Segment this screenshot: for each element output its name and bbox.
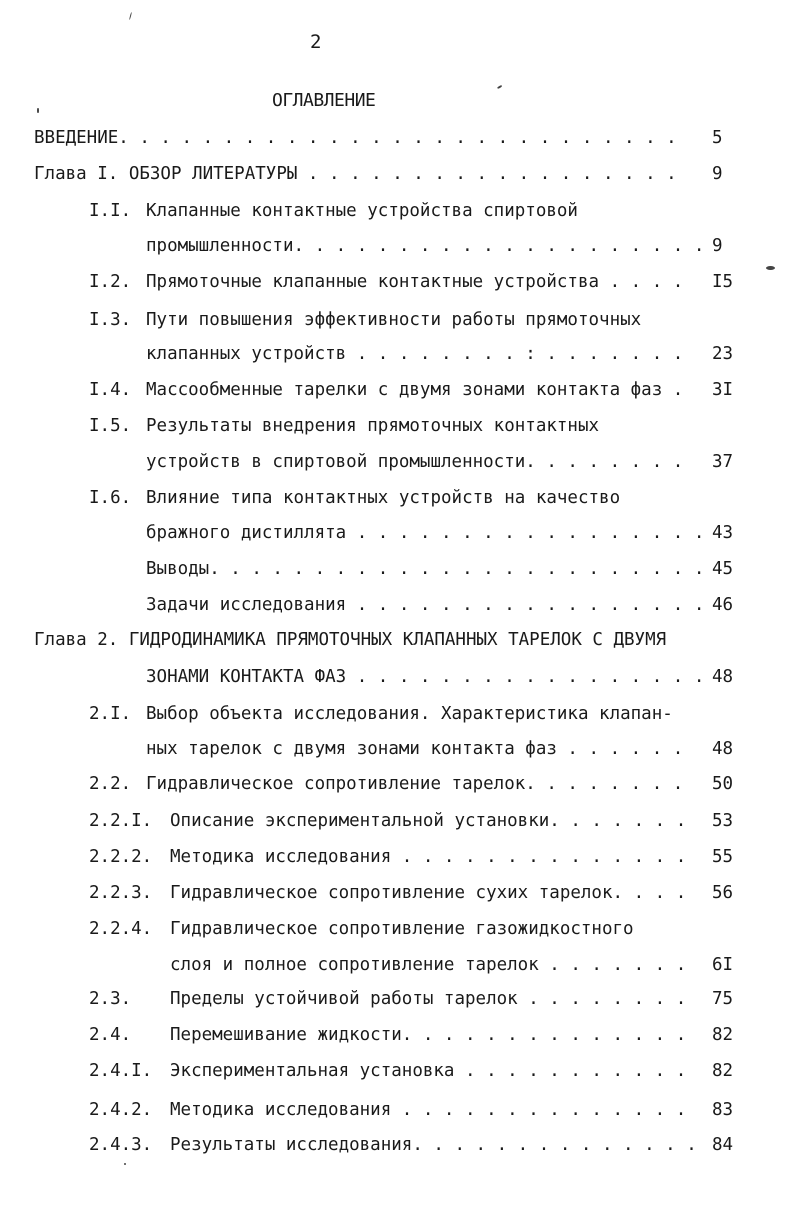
toc-page-number: 48 [712, 739, 734, 759]
toc-entry-text: Массообменные тарелки с двумя зонами контакта фаз . [146, 380, 684, 400]
toc-entry-text: Клапанные контактные устройства спиртовой [146, 201, 578, 221]
toc-entry-text: Выбор объекта исследования. Характеристика клапан- [146, 704, 673, 724]
toc-section-number: 2.2. [89, 774, 132, 794]
toc-section-number: I.2. [89, 272, 132, 292]
toc-entry-text: Перемешивание жидкости. . . . . . . . . . . . . . [170, 1025, 687, 1045]
toc-page-number: 83 [712, 1100, 734, 1120]
toc-page-number: 55 [712, 847, 734, 867]
toc-section-number: I.I. [89, 201, 132, 221]
toc-entry-text: Гидравлическое сопротивление газожидкостного [170, 919, 634, 939]
toc-page-number: 9 [712, 236, 723, 256]
toc-section-number: 2.4.3. [89, 1135, 153, 1155]
toc-section-number: 2.I. [89, 704, 132, 724]
toc-page-number: 84 [712, 1135, 734, 1155]
toc-entry-text: Выводы. . . . . . . . . . . . . . . . . . . . . . . . [146, 559, 705, 579]
toc-page-number: 50 [712, 774, 734, 794]
toc-entry-text: Глава 2. ГИДРОДИНАМИКА ПРЯМОТОЧНЫХ КЛАПАННЫХ ТАРЕЛОК С ДВУМЯ [34, 630, 667, 650]
toc-page-number: 23 [712, 344, 734, 364]
toc-section-number: 2.2.2. [89, 847, 153, 867]
scan-speck [497, 85, 502, 89]
toc-section-number: 2.2.3. [89, 883, 153, 903]
page-number: 2 [310, 31, 322, 53]
toc-entry-text-continued: ЗОНАМИ КОНТАКТА ФАЗ . . . . . . . . . . . . . . . . . [146, 667, 705, 687]
toc-page-number: 82 [712, 1025, 734, 1045]
toc-entry-text: Методика исследования . . . . . . . . . . . . . . [170, 1100, 687, 1120]
toc-section-number: 2.2.4. [89, 919, 153, 939]
toc-page-number: 48 [712, 667, 734, 687]
toc-page-number: 5 [712, 128, 723, 148]
toc-section-number: 2.4. [89, 1025, 132, 1045]
scan-speck [766, 266, 775, 270]
scan-speck [124, 1163, 126, 1165]
toc-section-number: 2.4.I. [89, 1061, 153, 1081]
toc-entry-text: Пределы устойчивой работы тарелок . . . . . . . . [170, 989, 687, 1009]
toc-entry-text: Результаты внедрения прямоточных контактных [146, 416, 600, 436]
toc-section-number: 2.4.2. [89, 1100, 153, 1120]
toc-section-number: I.4. [89, 380, 132, 400]
toc-entry-text: Влияние типа контактных устройств на качество [146, 488, 621, 508]
toc-entry-text-continued: слоя и полное сопротивление тарелок . . . . . . . [170, 955, 687, 975]
toc-page-number: 37 [712, 452, 734, 472]
toc-entry-text-continued: устройств в спиртовой промышленности. . . . . . . . [146, 452, 684, 472]
toc-entry-text: Задачи исследования . . . . . . . . . . . . . . . . . [146, 595, 705, 615]
scan-speck [37, 108, 39, 113]
toc-entry-text: Прямоточные клапанные контактные устройства . . . . [146, 272, 684, 292]
toc-page-number: 3I [712, 380, 734, 400]
toc-entry-text-continued: промышленности. . . . . . . . . . . . . . . . . . . . [146, 236, 705, 256]
toc-page-number: I5 [712, 272, 734, 292]
toc-entry-text: Гидравлическое сопротивление тарелок. . . . . . . . [146, 774, 684, 794]
toc-page-number: 46 [712, 595, 734, 615]
toc-entry-text: Результаты исследования. . . . . . . . . . . . . . [170, 1135, 697, 1155]
toc-entry-text: Гидравлическое сопротивление сухих тарелок. . . . [170, 883, 687, 903]
toc-title: ОГЛАВЛЕНИЕ [272, 90, 376, 111]
toc-entry-text: Глава I. ОБЗОР ЛИТЕРАТУРЫ . . . . . . . . . . . . . . . . . . [34, 164, 677, 184]
toc-section-number: I.5. [89, 416, 132, 436]
toc-entry-text: Описание экспериментальной установки. . . . . . . [170, 811, 687, 831]
toc-page-number: 45 [712, 559, 734, 579]
toc-page-number: 53 [712, 811, 734, 831]
toc-section-number: 2.2.I. [89, 811, 153, 831]
toc-entry-text-continued: бражного дистиллята . . . . . . . . . . . . . . . . . [146, 523, 705, 543]
toc-page-number: 43 [712, 523, 734, 543]
toc-entry-text-continued: ных тарелок с двумя зонами контакта фаз . . . . . . [146, 739, 684, 759]
scan-speck [129, 12, 132, 20]
toc-page-number: 56 [712, 883, 734, 903]
toc-entry-text: Экспериментальная установка . . . . . . . . . . . [170, 1061, 687, 1081]
toc-entry-text: Пути повышения эффективности работы прямоточных [146, 310, 642, 330]
toc-entry-text: Методика исследования . . . . . . . . . . . . . . [170, 847, 687, 867]
toc-page-number: 82 [712, 1061, 734, 1081]
toc-entry-text-continued: клапанных устройств . . . . . . . . : . . . . . . . [146, 344, 684, 364]
toc-section-number: 2.3. [89, 989, 132, 1009]
toc-page-number: 75 [712, 989, 734, 1009]
toc-section-number: I.3. [89, 310, 132, 330]
toc-section-number: I.6. [89, 488, 132, 508]
toc-page-number: 6I [712, 955, 734, 975]
toc-entry-text: ВВЕДЕНИЕ. . . . . . . . . . . . . . . . . . . . . . . . . . . [34, 128, 677, 148]
toc-page-number: 9 [712, 164, 723, 184]
